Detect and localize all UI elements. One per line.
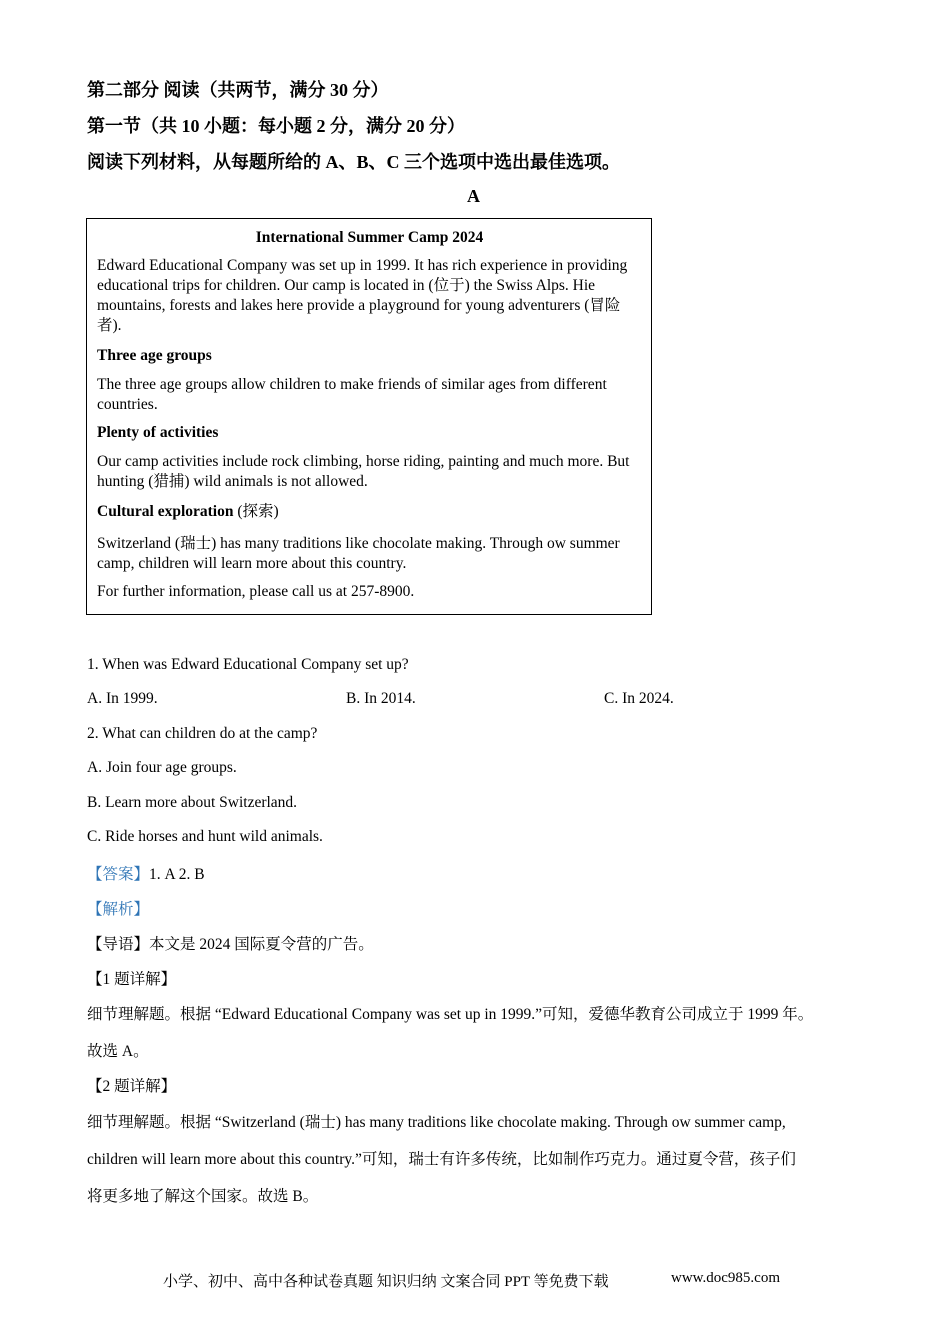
detail-2-line-3: 将更多地了解这个国家。故选 B。 [87, 1188, 319, 1205]
guide-text: 【导语】本文是 2024 国际夏令营的广告。 [87, 936, 374, 953]
detail-2-label: 【2 题详解】 [87, 1078, 177, 1095]
q2-option-c: C. Ride horses and hunt wild animals. [87, 828, 323, 845]
q1-option-a: A. In 1999. [87, 690, 158, 707]
detail-1-line-1: 细节理解题。根据 “Edward Educational Company was set up in 1999.”可知，爱德华教育公司成立于 1999 年。 [87, 1006, 814, 1023]
culture-text: Switzerland (瑞士) has many traditions like chocolate making. Through ow summer camp, children will learn more about this country. [97, 535, 620, 572]
culture-heading [97, 502, 642, 522]
contact-text: For further information, please call us at 257-8900. [97, 583, 415, 600]
answer-line [87, 862, 205, 884]
culture-heading-note: (探索) [233, 503, 279, 520]
notice-box [86, 218, 652, 615]
part-heading: 第二部分 阅读（共两节，满分 30 分） [87, 80, 389, 100]
activities-text: Our camp activities include rock climbing, horse riding, painting and much more. But hunting (猎捕) wild animals is not allowed. [97, 453, 630, 490]
culture-heading-text: Cultural exploration [97, 503, 234, 520]
question-2: 2. What can children do at the camp? [87, 725, 318, 742]
age-heading: Three age groups [97, 347, 212, 364]
activities-heading: Plenty of activities [97, 424, 219, 441]
question-1: 1. When was Edward Educational Company set up? [87, 656, 409, 673]
q2-option-a: A. Join four age groups. [87, 759, 237, 776]
footer-site-link[interactable]: www.doc985.com [671, 1270, 781, 1286]
passage-letter: A [467, 186, 480, 206]
detail-1-line-2: 故选 A。 [87, 1043, 149, 1060]
detail-2-line-1: 细节理解题。根据 “Switzerland (瑞士) has many traditions like chocolate making. Through ow summer camp, [87, 1114, 786, 1131]
instruction-heading: 阅读下列材料，从每题所给的 A、B、C 三个选项中选出最佳选项。 [87, 152, 621, 172]
answer-label: 【答案】 [87, 866, 150, 883]
detail-1-label: 【1 题详解】 [87, 971, 177, 988]
age-text: The three age groups allow children to make friends of similar ages from different countries. [97, 376, 607, 413]
detail-2-line-2: children will learn more about this country.”可知，瑞士有许多传统，比如制作巧克力。通过夏令营，孩子们 [87, 1151, 796, 1168]
footer-text: 小学、初中、高中各种试卷真题 知识归纳 文案合同 PPT 等免费下载 [163, 1274, 609, 1290]
answer-text: 1. A 2. B [149, 866, 205, 883]
section-heading: 第一节（共 10 小题：每小题 2 分，满分 20 分） [87, 116, 465, 136]
q1-option-c: C. In 2024. [604, 690, 674, 707]
analysis-label: 【解析】 [87, 901, 150, 918]
notice-intro: Edward Educational Company was set up in 1999. It has rich experience in providing educational trips for children. Our camp is located in (位于) the Swiss Alps. Hie mountains, forests and lakes here provide a playground for young adventurers (冒险者). [97, 257, 628, 334]
notice-title: International Summer Camp 2024 [255, 229, 484, 246]
q1-option-b: B. In 2014. [346, 690, 416, 707]
q2-option-b: B. Learn more about Switzerland. [87, 794, 298, 811]
